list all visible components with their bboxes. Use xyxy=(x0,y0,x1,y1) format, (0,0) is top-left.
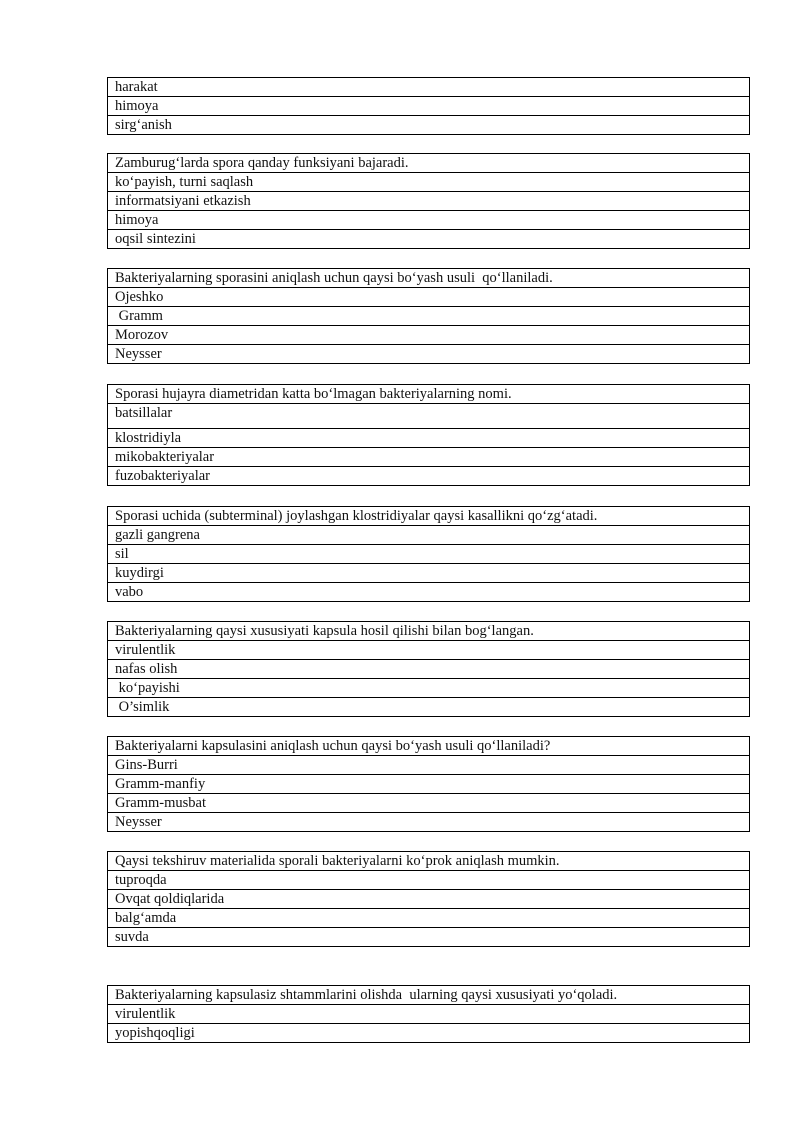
question-block-1 xyxy=(107,77,750,135)
answer-option: tuproqda xyxy=(108,871,749,890)
question-text: Zamburug‘larda spora qanday funksiyani bajaradi. xyxy=(108,154,749,173)
answer-option: ko‘payishi xyxy=(108,679,749,698)
question-block-6 xyxy=(107,621,750,717)
answer-option: Morozov xyxy=(108,326,749,345)
question-block-5 xyxy=(107,506,750,602)
answer-option: kuydirgi xyxy=(108,564,749,583)
answer-option: Gramm xyxy=(108,307,749,326)
answer-option: yopishqoqligi xyxy=(108,1024,749,1043)
answer-option: balg‘amda xyxy=(108,909,749,928)
question-block-4 xyxy=(107,384,750,486)
answer-option: sil xyxy=(108,545,749,564)
question-text: Sporasi hujayra diametridan katta bo‘lmagan bakteriyalarning nomi. xyxy=(108,385,749,404)
answer-option: Gins-Burri xyxy=(108,756,749,775)
answer-option: oqsil sintezini xyxy=(108,230,749,249)
question-text: Bakteriyalarning sporasini aniqlash uchun qaysi bo‘yash usuli qo‘llaniladi. xyxy=(108,269,749,288)
answer-option: O’simlik xyxy=(108,698,749,717)
question-block-3 xyxy=(107,268,750,364)
question-text: Qaysi tekshiruv materialida sporali bakteriyalarni ko‘prok aniqlash mumkin. xyxy=(108,852,749,871)
answer-option: Neysser xyxy=(108,345,749,364)
answer-option: Neysser xyxy=(108,813,749,832)
answer-option: Ojeshko xyxy=(108,288,749,307)
answer-option: fuzobakteriyalar xyxy=(108,467,749,486)
answer-option: Ovqat qoldiqlarida xyxy=(108,890,749,909)
answer-option: Gramm-musbat xyxy=(108,794,749,813)
question-block-8 xyxy=(107,851,750,947)
answer-option: mikobakteriyalar xyxy=(108,448,749,467)
question-block-7 xyxy=(107,736,750,832)
answer-option: sirg‘anish xyxy=(108,116,749,135)
answer-option: informatsiyani etkazish xyxy=(108,192,749,211)
question-text: Bakteriyalarning kapsulasiz shtammlarini olishda ularning qaysi xususiyati yo‘qoladi. xyxy=(108,986,749,1005)
question-block-2 xyxy=(107,153,750,249)
answer-option: gazli gangrena xyxy=(108,526,749,545)
answer-option: vabo xyxy=(108,583,749,602)
question-block-9 xyxy=(107,985,750,1043)
answer-option: nafas olish xyxy=(108,660,749,679)
answer-option: virulentlik xyxy=(108,641,749,660)
question-text: Bakteriyalarni kapsulasini aniqlash uchun qaysi bo‘yash usuli qo‘llaniladi? xyxy=(108,737,749,756)
question-text: Bakteriyalarning qaysi xususiyati kapsula hosil qilishi bilan bog‘langan. xyxy=(108,622,749,641)
answer-option: himoya xyxy=(108,211,749,230)
answer-option: batsillalar xyxy=(108,404,749,429)
answer-option: klostridiyla xyxy=(108,429,749,448)
answer-option: virulentlik xyxy=(108,1005,749,1024)
question-text: Sporasi uchida (subterminal) joylashgan klostridiyalar qaysi kasallikni qo‘zg‘atadi. xyxy=(108,507,749,526)
answer-option: suvda xyxy=(108,928,749,947)
answer-option: ko‘payish, turni saqlash xyxy=(108,173,749,192)
answer-option: Gramm-manfiy xyxy=(108,775,749,794)
answer-option: himoya xyxy=(108,97,749,116)
answer-option: harakat xyxy=(108,78,749,97)
